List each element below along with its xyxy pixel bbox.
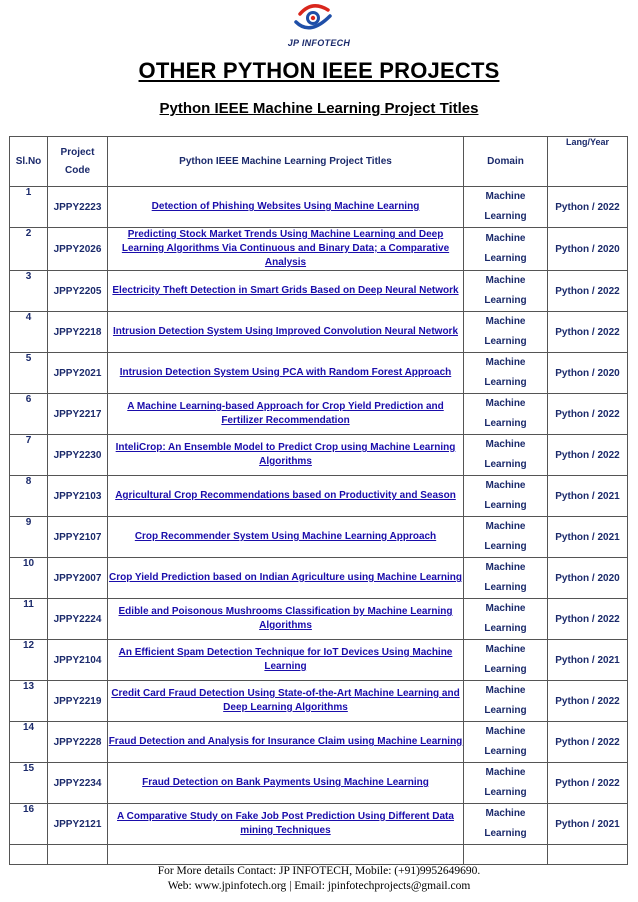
project-code-cell: JPPY2205 <box>48 271 108 312</box>
lang-year-cell: Python / 2021 <box>548 640 628 681</box>
page-title: OTHER PYTHON IEEE PROJECTS <box>138 58 500 83</box>
project-code-cell: JPPY2218 <box>48 312 108 353</box>
table-row <box>10 517 628 558</box>
company-name: JP INFOTECH <box>287 38 351 48</box>
table-row <box>10 599 628 640</box>
column-header-title: Python IEEE Machine Learning Project Titles <box>108 137 464 187</box>
empty-table-row <box>10 845 628 865</box>
empty-cell <box>10 845 48 865</box>
domain-cell: Machine Learning <box>464 804 548 845</box>
domain-cell: Machine Learning <box>464 312 548 353</box>
domain-cell: Machine Learning <box>464 599 548 640</box>
title-cell <box>108 804 464 845</box>
jp-infotech-logo <box>290 2 336 36</box>
title-cell <box>108 763 464 804</box>
project-title-link[interactable]: Fraud Detection and Analysis for Insurance Claim using Machine Learning <box>108 736 463 747</box>
table-row <box>10 640 628 681</box>
title-cell <box>108 722 464 763</box>
table-row <box>10 271 628 312</box>
title-cell <box>108 228 464 271</box>
lang-year-cell: Python / 2022 <box>548 599 628 640</box>
title-cell <box>108 517 464 558</box>
sl-no-cell: 15 <box>10 763 48 804</box>
project-title-link[interactable]: Intrusion Detection System Using Improved Convolution Neural Network <box>112 326 459 337</box>
domain-cell: Machine Learning <box>464 681 548 722</box>
title-cell <box>108 476 464 517</box>
sl-no-cell: 4 <box>10 312 48 353</box>
page-subtitle: Python IEEE Machine Learning Project Titles <box>159 100 479 117</box>
lang-year-cell: Python / 2022 <box>548 187 628 228</box>
footer-contact-line: For More details Contact: JP INFOTECH, Mobile: (+91)9952649690. <box>157 865 481 877</box>
project-code-cell: JPPY2021 <box>48 353 108 394</box>
project-title-link[interactable]: An Efficient Spam Detection Technique for IoT Devices Using Machine Learning <box>118 647 453 672</box>
project-code-cell: JPPY2224 <box>48 599 108 640</box>
empty-cell <box>548 845 628 865</box>
title-cell <box>108 271 464 312</box>
domain-cell: Machine Learning <box>464 435 548 476</box>
domain-cell: Machine Learning <box>464 517 548 558</box>
project-code-cell: JPPY2217 <box>48 394 108 435</box>
table-row <box>10 353 628 394</box>
project-title-link[interactable]: Detection of Phishing Websites Using Machine Learning <box>151 201 420 212</box>
domain-cell: Machine Learning <box>464 394 548 435</box>
lang-year-cell: Python / 2021 <box>548 804 628 845</box>
project-title-link[interactable]: A Machine Learning-based Approach for Crop Yield Prediction and Fertilizer Recommendation <box>127 401 444 426</box>
lang-year-cell: Python / 2020 <box>548 228 628 271</box>
project-code-cell: JPPY2228 <box>48 722 108 763</box>
title-cell <box>108 435 464 476</box>
project-title-link[interactable]: Agricultural Crop Recommendations based on Productivity and Season <box>115 490 456 501</box>
sl-no-cell: 16 <box>10 804 48 845</box>
table-row <box>10 804 628 845</box>
domain-cell: Machine Learning <box>464 353 548 394</box>
table-row <box>10 187 628 228</box>
column-header-sl-no: Sl.No <box>10 137 48 187</box>
project-code-cell: JPPY2007 <box>48 558 108 599</box>
lang-year-cell: Python / 2022 <box>548 312 628 353</box>
domain-cell: Machine Learning <box>464 228 548 271</box>
project-code-cell: JPPY2234 <box>48 763 108 804</box>
project-code-cell: JPPY2103 <box>48 476 108 517</box>
contact-footer <box>0 864 638 894</box>
project-code-cell: JPPY2026 <box>48 228 108 271</box>
sl-no-cell: 3 <box>10 271 48 312</box>
lang-year-cell: Python / 2022 <box>548 271 628 312</box>
sl-no-cell: 14 <box>10 722 48 763</box>
lang-year-cell: Python / 2021 <box>548 517 628 558</box>
footer-web-email-line: Web: www.jpinfotech.org | Email: jpinfotechprojects@gmail.com <box>167 880 471 892</box>
projects-table <box>9 136 628 865</box>
project-code-cell: JPPY2107 <box>48 517 108 558</box>
sl-no-cell: 8 <box>10 476 48 517</box>
domain-cell: Machine Learning <box>464 722 548 763</box>
project-title-link[interactable]: Intrusion Detection System Using PCA with Random Forest Approach <box>119 367 452 378</box>
lang-year-cell: Python / 2022 <box>548 435 628 476</box>
title-cell <box>108 681 464 722</box>
table-header-row <box>10 137 628 187</box>
project-title-link[interactable]: Predicting Stock Market Trends Using Machine Learning and Deep Learning Algorithms Via Continuous and Binary Data; a Comparative Analysis <box>121 229 450 268</box>
domain-cell: Machine Learning <box>464 187 548 228</box>
title-cell <box>108 353 464 394</box>
sl-no-cell: 2 <box>10 228 48 271</box>
lang-year-cell: Python / 2021 <box>548 476 628 517</box>
sl-no-cell: 9 <box>10 517 48 558</box>
sl-no-cell: 6 <box>10 394 48 435</box>
project-title-link[interactable]: Crop Recommender System Using Machine Learning Approach <box>134 531 437 542</box>
sl-no-cell: 7 <box>10 435 48 476</box>
lang-year-cell: Python / 2022 <box>548 681 628 722</box>
table-row <box>10 312 628 353</box>
project-title-link[interactable]: Crop Yield Prediction based on Indian Agriculture using Machine Learning <box>108 572 462 583</box>
domain-cell: Machine Learning <box>464 558 548 599</box>
domain-cell: Machine Learning <box>464 763 548 804</box>
column-header-domain: Domain <box>464 137 548 187</box>
project-code-cell: JPPY2230 <box>48 435 108 476</box>
project-title-link[interactable]: Fraud Detection on Bank Payments Using Machine Learning <box>142 777 429 788</box>
domain-cell: Machine Learning <box>464 640 548 681</box>
project-title-link[interactable]: Credit Card Fraud Detection Using State-of-the-Art Machine Learning and Deep Learning Algorithms <box>111 688 460 713</box>
project-title-link[interactable]: Edible and Poisonous Mushrooms Classification by Machine Learning Algorithms <box>118 606 453 631</box>
project-title-link[interactable]: InteliCrop: An Ensemble Model to Predict Crop using Machine Learning Algorithms <box>115 442 456 467</box>
lang-year-cell: Python / 2022 <box>548 763 628 804</box>
empty-cell <box>464 845 548 865</box>
sl-no-cell: 12 <box>10 640 48 681</box>
table-row <box>10 435 628 476</box>
table-row <box>10 763 628 804</box>
table-row <box>10 228 628 271</box>
project-code-cell: JPPY2223 <box>48 187 108 228</box>
empty-cell <box>108 845 464 865</box>
table-row <box>10 394 628 435</box>
table-row <box>10 681 628 722</box>
domain-cell: Machine Learning <box>464 476 548 517</box>
table-row <box>10 722 628 763</box>
project-title-link[interactable]: A Comparative Study on Fake Job Post Prediction Using Different Data mining Techniques <box>117 811 454 836</box>
project-code-cell: JPPY2219 <box>48 681 108 722</box>
empty-cell <box>48 845 108 865</box>
sl-no-cell: 10 <box>10 558 48 599</box>
title-cell <box>108 187 464 228</box>
column-header-lang-year: Lang/Year <box>548 137 628 187</box>
domain-cell: Machine Learning <box>464 271 548 312</box>
title-cell <box>108 394 464 435</box>
table-row <box>10 558 628 599</box>
sl-no-cell: 5 <box>10 353 48 394</box>
title-cell <box>108 640 464 681</box>
title-cell <box>108 558 464 599</box>
project-code-cell: JPPY2104 <box>48 640 108 681</box>
project-code-cell: JPPY2121 <box>48 804 108 845</box>
project-title-link[interactable]: Electricity Theft Detection in Smart Grids Based on Deep Neural Network <box>112 285 459 296</box>
lang-year-cell: Python / 2022 <box>548 394 628 435</box>
lang-year-cell: Python / 2020 <box>548 558 628 599</box>
sl-no-cell: 1 <box>10 187 48 228</box>
lang-year-cell: Python / 2020 <box>548 353 628 394</box>
sl-no-cell: 11 <box>10 599 48 640</box>
lang-year-cell: Python / 2022 <box>548 722 628 763</box>
title-cell <box>108 312 464 353</box>
sl-no-cell: 13 <box>10 681 48 722</box>
table-row <box>10 476 628 517</box>
column-header-project-code: Project Code <box>48 137 108 187</box>
title-cell <box>108 599 464 640</box>
